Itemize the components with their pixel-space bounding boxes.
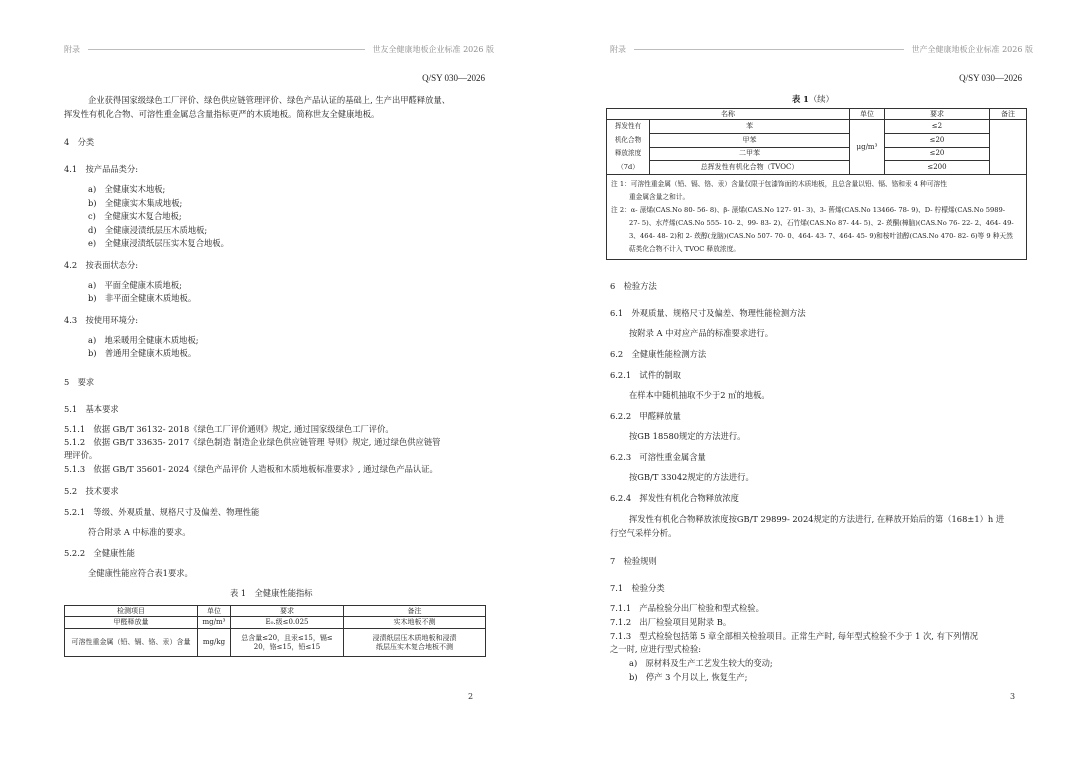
table-header: 名称 — [607, 109, 850, 120]
table-header: 检测项目 — [65, 606, 198, 617]
table-cell: ≤20 — [884, 133, 989, 147]
clause-5-2-1: 5.2.1 等级、外观质量、规格尺寸及偏差、物理性能 — [64, 507, 260, 517]
section-5-heading: 5 要求 — [64, 377, 95, 387]
performance-table-continued — [606, 108, 1027, 260]
table-cell: ≤20 — [884, 147, 989, 161]
clause-6-2-2-body: 按GB 18580规定的方法进行。 — [629, 431, 746, 441]
table-cell: mg/m³ — [198, 617, 231, 629]
cell-line: 浸渍纸层压木质地板和浸渍 — [372, 633, 457, 642]
cell-line: 总含量≤20，且汞≤15，镉≤ — [241, 633, 333, 642]
list-item: a) 全健康实木地板; — [88, 184, 166, 194]
clause-5-2-2-body: 全健康性能应符合表1要求。 — [88, 568, 193, 578]
standard-number: Q/SY 030—2026 — [959, 73, 1022, 83]
standard-number: Q/SY 030—2026 — [422, 73, 485, 83]
performance-table — [64, 605, 486, 657]
header-left: 附录 — [610, 45, 626, 54]
cell-line: 纸层压实木复合地板不测 — [376, 642, 453, 651]
clause-5-2-2: 5.2.2 全健康性能 — [64, 548, 135, 558]
clause-6-2-3-body: 按GB/T 33042规定的方法进行。 — [629, 472, 754, 482]
header-rule — [88, 49, 365, 50]
table-cell: 苯 — [650, 120, 850, 134]
cell-line: （7d） — [617, 162, 639, 171]
table-cell: mg/kg — [198, 629, 231, 657]
list-item: b) 停产 3 个月以上, 恢复生产; — [629, 672, 748, 682]
table-cell — [231, 629, 344, 657]
list-item: a) 地采暖用全健康木质地板; — [88, 335, 199, 345]
table-title: 表 1 全健康性能指标 — [230, 588, 313, 598]
clause-6-2-1: 6.2.1 试件的制取 — [610, 370, 681, 380]
table-title-rest: （续） — [808, 94, 834, 104]
section-4-1-heading: 4.1 按产品品类分: — [64, 164, 139, 174]
clause-7-1-3: 7.1.3 型式检验包括第 5 章全部相关检验项目。正常生产时, 每年型式检验不少于 1 次, 有下列情况 — [610, 631, 979, 641]
table-title-bold: 表 1 — [792, 94, 809, 104]
cell-line: 挥发性有 — [614, 122, 642, 130]
table-header: 单位 — [849, 109, 884, 120]
clause-7-1-2: 7.1.2 出厂检验项目见附录 B。 — [610, 617, 732, 627]
table-cell: 甲苯 — [650, 133, 850, 147]
note-line: 注 1：可溶性重金属（铅、镉、铬、汞）含量仅限于包漆饰面的木质地板，且总含量以铅、镉、铬和汞 4 种可溶性 — [611, 180, 947, 188]
clause-7-1-1: 7.1.1 产品检验分出厂检验和型式检验。 — [610, 603, 764, 613]
table-cell: 总挥发性有机化合物（TVOC） — [650, 161, 850, 175]
list-item: d) 全健康浸渍纸层压木质地板; — [88, 225, 208, 235]
header-right: 世友全健康地板企业标准 2026 版 — [372, 45, 494, 54]
list-item: b) 非平面全健康木质地板。 — [88, 293, 197, 303]
section-7-heading: 7 检验规则 — [610, 556, 657, 566]
unit-cell: μg/m³ — [849, 120, 884, 175]
section-5-2-heading: 5.2 技术要求 — [64, 486, 119, 496]
list-item: c) 全健康实木复合地板; — [88, 211, 182, 221]
clause-6-2-1-body: 在样本中随机抽取不少于2 ㎡的地板。 — [629, 390, 770, 400]
table-cell: 实木地板不测 — [344, 617, 486, 629]
section-6-heading: 6 检验方法 — [610, 281, 657, 291]
note-line: 27- 5)、水芹烯(CAS.No 555- 10- 2、99- 83- 2)、石竹烯(CAS.No 87- 44- 5)、2- 莰酮(樟脑)(CAS.No 76- 22- 2、464- 49- — [629, 219, 1014, 227]
cell-line: 释放浓度 — [614, 149, 642, 157]
table-cell: ≤200 — [884, 161, 989, 175]
clause-6-2-4: 6.2.4 挥发性有机化合物释放浓度 — [610, 493, 739, 503]
table-cell: 甲醛释放量 — [65, 617, 198, 629]
table-cell: ≤2 — [884, 120, 989, 134]
list-item: b) 全健康实木集成地板; — [88, 198, 183, 208]
note-line: 3、464- 48- 2)和 2- 莰醇(龙脑)(CAS.No 507- 70- 0、464- 43- 7、464- 45- 9)和桉叶油醇(CAS.No 470- 82- 6)等 9 种天然 — [629, 232, 1013, 240]
intro-line-2: 挥发性有机化合物、可溶性重金属总含量指标更严的木质地板。简称世友全健康地板。 — [64, 109, 380, 119]
clause-7-1-3-cont: 之一时, 应进行型式检验: — [610, 644, 702, 654]
table-header: 备注 — [344, 606, 486, 617]
section-5-1-heading: 5.1 基本要求 — [64, 404, 119, 414]
section-4-3-heading: 4.3 按使用环境分: — [64, 315, 139, 325]
cell-line: 20，铬≤15，铅≤15 — [253, 642, 321, 651]
table-cell: E₀.级≤0.025 — [231, 617, 344, 629]
right-page — [540, 0, 1080, 759]
clause-5-1-1: 5.1.1 依据 GB/T 36132- 2018《绿色工厂评价通则》规定, 通过国家级绿色工厂评价。 — [64, 424, 394, 434]
list-item: a) 平面全健康木质地板; — [88, 280, 182, 290]
section-4-heading: 4 分类 — [64, 137, 95, 147]
list-item: a) 原材料及生产工艺发生较大的变动; — [629, 658, 773, 668]
note-cell — [989, 120, 1026, 175]
section-4-2-heading: 4.2 按表面状态分: — [64, 260, 139, 270]
clause-5-1-3: 5.1.3 依据 GB/T 35601- 2024《绿色产品评价 人造板和木质地板标准要求》, 通过绿色产品认证。 — [64, 464, 438, 474]
section-6-2-heading: 6.2 全健康性能检测方法 — [610, 349, 707, 359]
table-cell — [344, 629, 486, 657]
table-notes — [607, 175, 1027, 260]
table-header: 要求 — [884, 109, 989, 120]
note-line: 萜类化合物不计入 TVOC 释放浓度。 — [629, 245, 740, 253]
header-rule — [634, 49, 904, 50]
note-line: 注 2：α- 蒎烯(CAS.No 80- 56- 8)、β- 蒎烯(CAS.No 127- 91- 3)、3- 蒈烯(CAS.No 13466- 78- 9)、D- 柠檬烯(CAS.No 5989- — [611, 206, 1006, 214]
running-header — [64, 44, 494, 55]
list-item: b) 普通用全健康木质地板。 — [88, 348, 197, 358]
section-7-1-heading: 7.1 检验分类 — [610, 583, 665, 593]
cell-line: 机化合物 — [614, 135, 642, 144]
table-header: 要求 — [231, 606, 344, 617]
table-title-continued — [792, 94, 834, 105]
table-header: 单位 — [198, 606, 231, 617]
section-6-1-heading: 6.1 外观质量、规格尺寸及偏差、物理性能检测方法 — [610, 308, 806, 318]
page-number: 3 — [1010, 692, 1016, 701]
clause-5-1-2-cont: 理评价。 — [64, 450, 98, 460]
header-right: 世产全健康地板企业标准 2026 版 — [911, 45, 1033, 54]
clause-6-2-4-body-cont: 行空气采样分析。 — [610, 528, 677, 538]
table-cell: 二甲苯 — [650, 147, 850, 161]
clause-5-1-2: 5.1.2 依据 GB/T 33635- 2017《绿色制造 制造企业绿色供应链管理 导则》规定, 通过绿色供应链管 — [64, 437, 441, 447]
clause-6-2-4-body: 挥发性有机化合物释放浓度按GB/T 29899- 2024规定的方法进行, 在释放开始后的第（168±1）h 进 — [629, 514, 1005, 524]
table-header: 备注 — [989, 109, 1026, 120]
clause-6-2-3: 6.2.3 可溶性重金属含量 — [610, 452, 706, 462]
intro-line-1: 企业获得国家级绿色工厂评价、绿色供应链管理评价、绿色产品认证的基础上, 生产出甲醛释放量、 — [88, 95, 451, 105]
list-item: e) 全健康浸渍纸层压实木复合地板。 — [88, 238, 229, 248]
page-number: 2 — [468, 692, 474, 701]
clause-5-2-1-body: 符合附录 A 中标准的要求。 — [88, 527, 191, 537]
table-cell: 可溶性重金属（铅、镉、铬、汞）含量 — [65, 629, 198, 657]
running-header — [610, 44, 1033, 55]
clause-6-2-2: 6.2.2 甲醛释放量 — [610, 411, 681, 421]
clause-6-1-body: 按附录 A 中对应产品的标准要求进行。 — [629, 328, 774, 338]
note-line: 重金属含量之和计。 — [629, 193, 690, 201]
header-left: 附录 — [64, 45, 80, 54]
voc-group-cell — [607, 120, 650, 175]
